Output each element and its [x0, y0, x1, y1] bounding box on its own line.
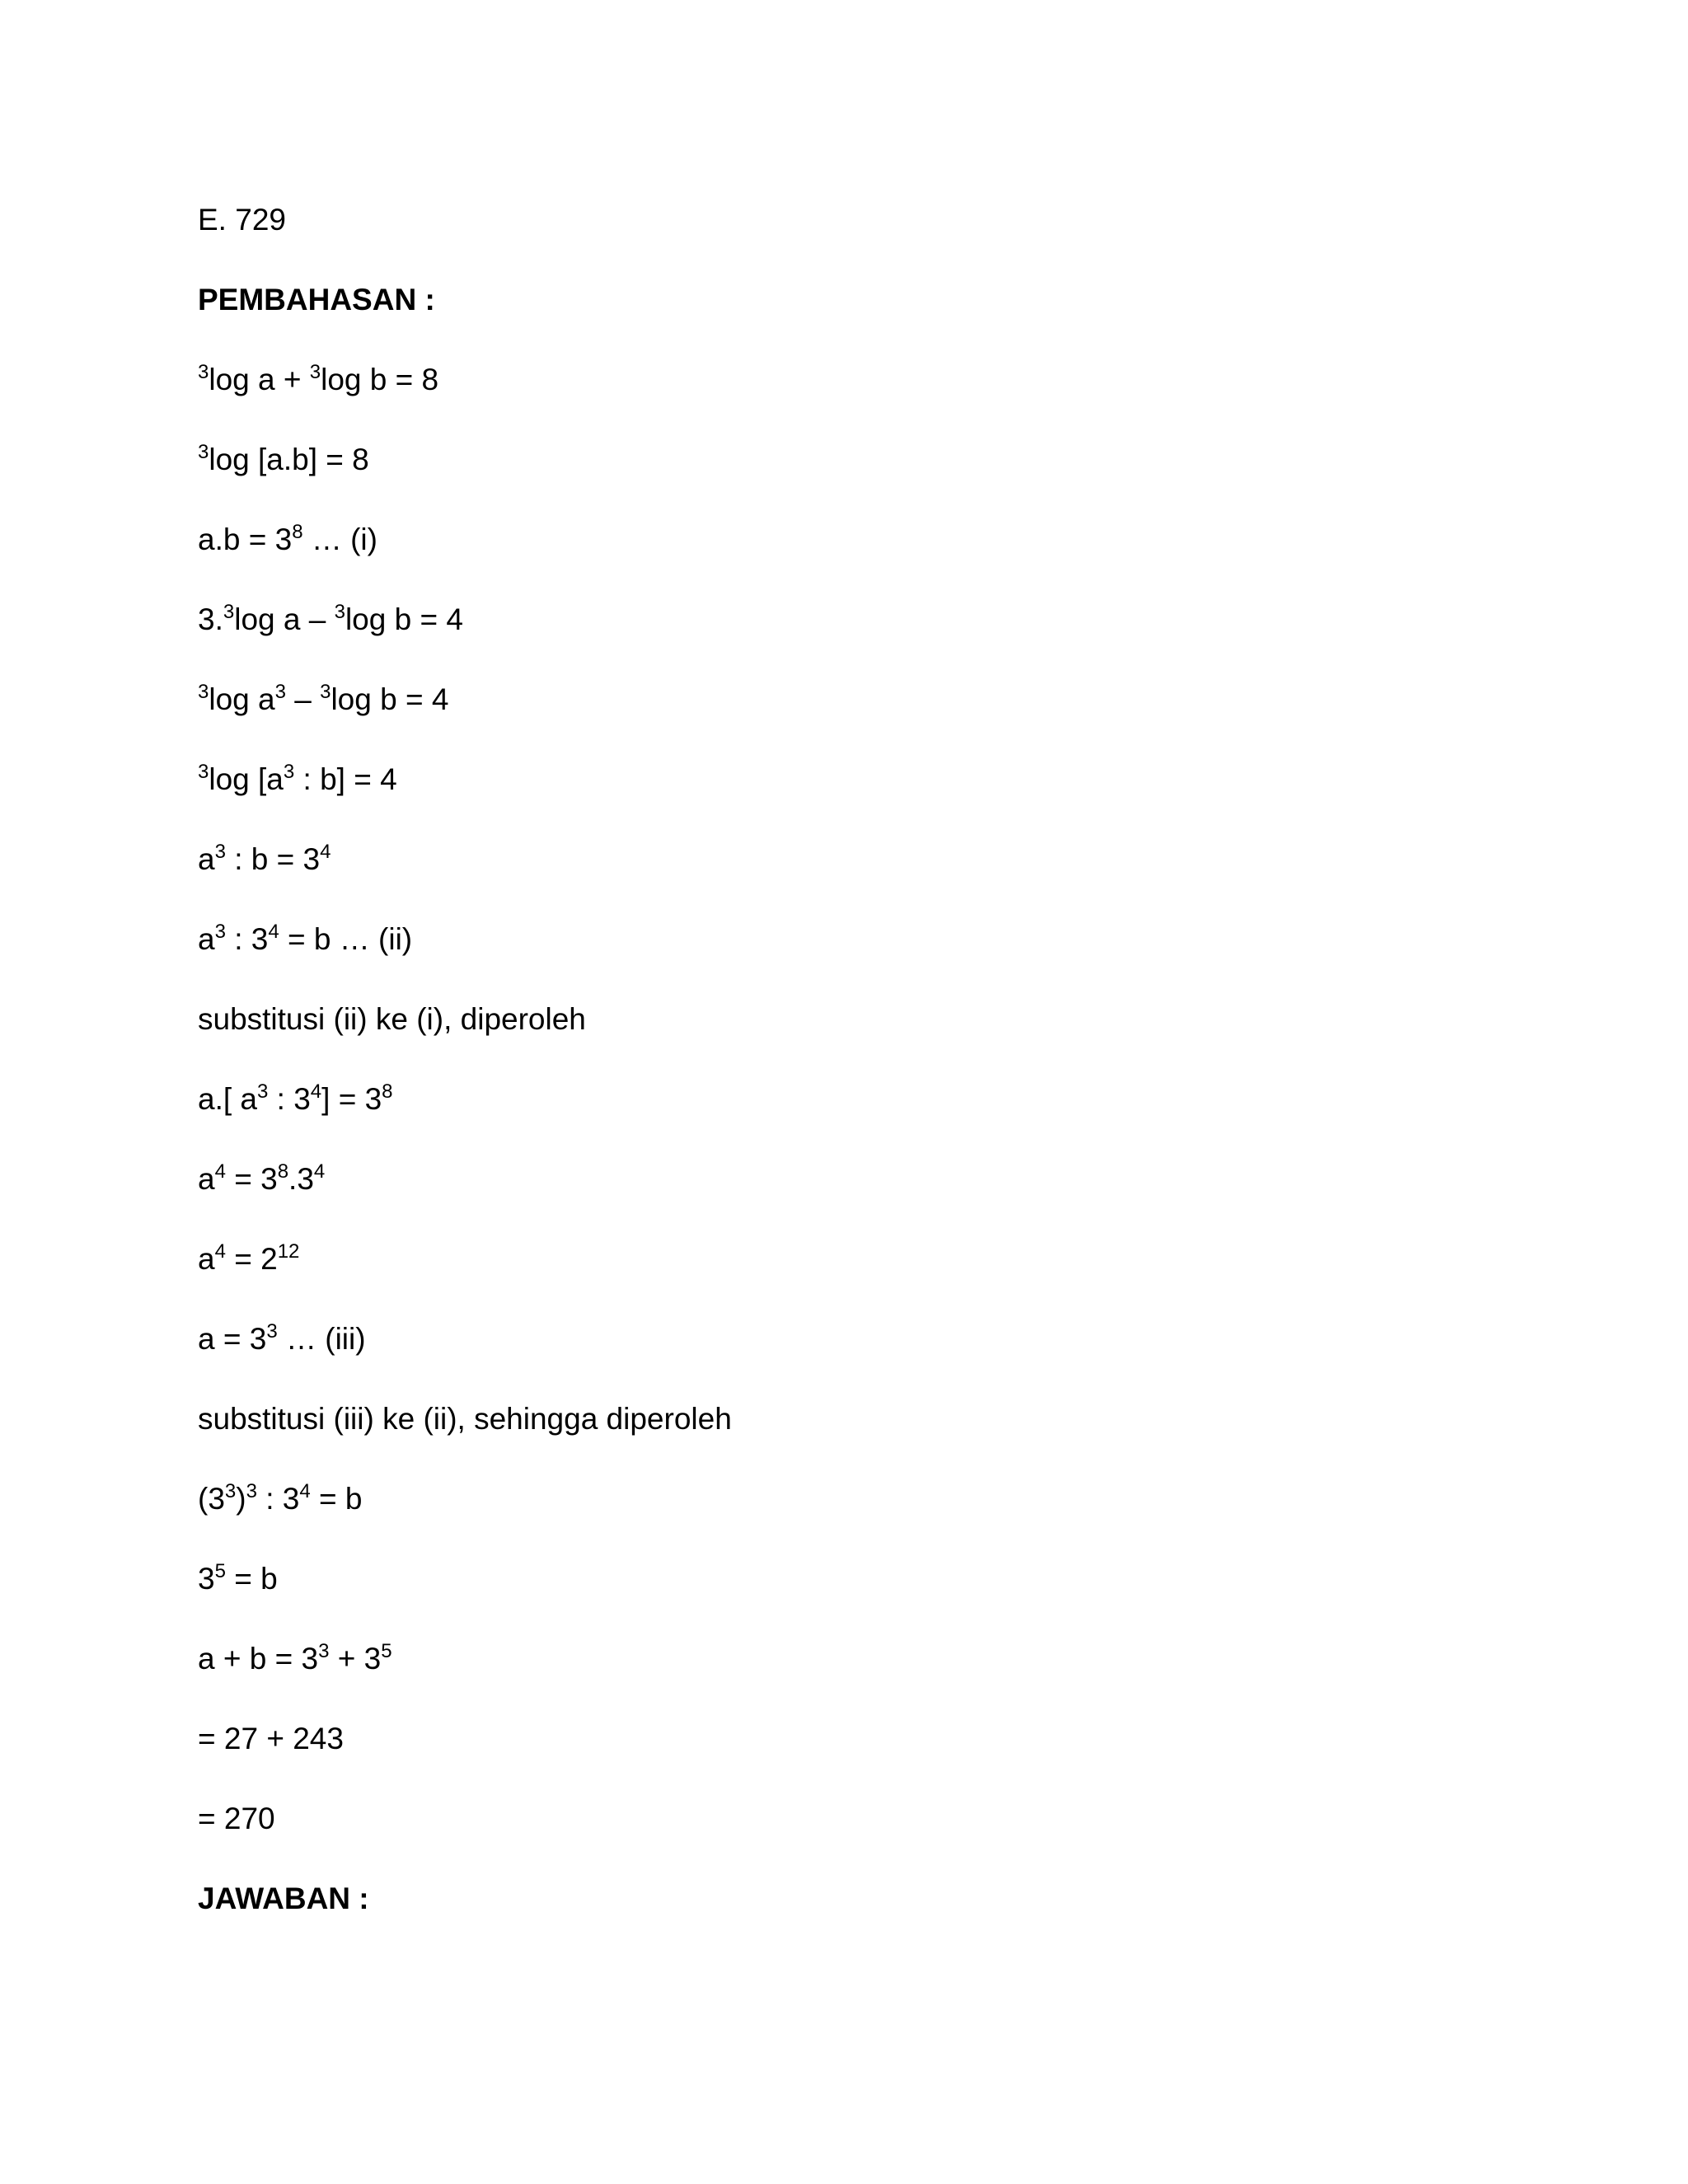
document-line [198, 1481, 362, 1521]
document-line [198, 1721, 344, 1757]
superscript-text: 4 [320, 841, 331, 863]
superscript-text: 8 [277, 1160, 289, 1183]
line-text: = 2 [225, 1242, 278, 1276]
line-text: 3. [198, 602, 223, 636]
line-text: = 27 + 243 [198, 1722, 344, 1755]
superscript-text: 4 [268, 921, 279, 943]
line-text: : 3 [256, 1482, 300, 1516]
superscript-text: 5 [381, 1640, 392, 1662]
superscript-text: 3 [198, 761, 209, 783]
superscript-text: 3 [257, 1080, 269, 1103]
line-text: a.b = 3 [198, 523, 293, 556]
line-text: log b = 4 [345, 602, 463, 636]
superscript-text: 3 [246, 1480, 257, 1502]
line-text: a.[ a [198, 1082, 257, 1116]
line-text: = b … (ii) [279, 922, 413, 956]
superscript-text: 3 [214, 841, 226, 863]
line-text: substitusi (ii) ke (i), diperoleh [198, 1002, 586, 1036]
line-text: a [198, 1162, 215, 1196]
superscript-text: 4 [214, 1240, 226, 1263]
line-text: ] = 3 [321, 1082, 382, 1116]
superscript-text: 3 [274, 681, 286, 703]
document-line [198, 1801, 275, 1837]
line-text: a [198, 1242, 215, 1276]
line-text: log b = 8 [321, 363, 439, 396]
superscript-text: 4 [310, 1080, 322, 1103]
document-line [198, 1081, 393, 1122]
superscript-text: 3 [214, 921, 226, 943]
line-text: – [285, 682, 321, 716]
superscript-text: 3 [266, 1320, 278, 1343]
superscript-text: 3 [198, 361, 209, 383]
superscript-text: 4 [214, 1160, 226, 1183]
document-line [198, 442, 369, 482]
superscript-text: 3 [283, 761, 295, 783]
superscript-text: 3 [334, 601, 345, 623]
line-text: JAWABAN : [198, 1882, 369, 1915]
line-text: (3 [198, 1482, 225, 1516]
line-text: log a – [234, 602, 335, 636]
document-line [198, 682, 448, 722]
document-line [198, 1001, 586, 1038]
line-text: = 3 [225, 1162, 278, 1196]
line-text: ) [236, 1482, 246, 1516]
superscript-text: 3 [309, 361, 321, 383]
line-text: = b [225, 1562, 278, 1596]
line-text: 3 [198, 1562, 215, 1596]
superscript-text: 8 [292, 521, 303, 543]
line-text: a [198, 842, 215, 876]
line-text: … (i) [302, 523, 377, 556]
line-text: log b = 4 [331, 682, 449, 716]
document-line [198, 1881, 369, 1917]
document-line [198, 921, 412, 962]
line-text: a + b = 3 [198, 1642, 319, 1675]
line-text: : 3 [225, 922, 269, 956]
superscript-text: 8 [382, 1080, 393, 1103]
line-text: = 270 [198, 1802, 275, 1835]
document-line [198, 202, 286, 238]
line-text: a = 3 [198, 1322, 267, 1356]
line-text: + 3 [329, 1642, 382, 1675]
line-text: : b] = 4 [294, 762, 397, 796]
superscript-text: 4 [299, 1480, 311, 1502]
line-text: log [a.b] = 8 [209, 443, 369, 476]
superscript-text: 3 [320, 681, 331, 703]
document-line [198, 841, 331, 882]
document-line [198, 1561, 278, 1601]
document-line [198, 522, 377, 562]
line-text: : b = 3 [225, 842, 321, 876]
document-line [198, 1401, 732, 1437]
superscript-text: 5 [214, 1560, 226, 1582]
line-text: substitusi (iii) ke (ii), sehingga diperoleh [198, 1402, 732, 1436]
superscript-text: 3 [198, 441, 209, 463]
document-line [198, 282, 435, 318]
document-line [198, 762, 397, 802]
line-text: log [a [209, 762, 284, 796]
document-line [198, 602, 463, 642]
superscript-text: 3 [318, 1640, 330, 1662]
line-text: : 3 [268, 1082, 311, 1116]
superscript-text: 3 [224, 1480, 237, 1502]
superscript-text: 3 [223, 601, 235, 623]
superscript-text: 12 [277, 1240, 300, 1263]
line-text: log a + [209, 363, 310, 396]
superscript-text: 3 [198, 681, 209, 703]
document-line [198, 362, 438, 402]
document-line [198, 1161, 325, 1202]
document-line [198, 1321, 366, 1361]
line-text: E. 729 [198, 203, 286, 237]
line-text: = b [310, 1482, 363, 1516]
document-line [198, 1641, 392, 1681]
line-text: log a [209, 682, 275, 716]
line-text: .3 [288, 1162, 314, 1196]
superscript-text: 4 [313, 1160, 326, 1183]
line-text: … (iii) [277, 1322, 366, 1356]
line-text: a [198, 922, 215, 956]
document-line [198, 1241, 299, 1282]
line-text: PEMBAHASAN : [198, 283, 435, 316]
